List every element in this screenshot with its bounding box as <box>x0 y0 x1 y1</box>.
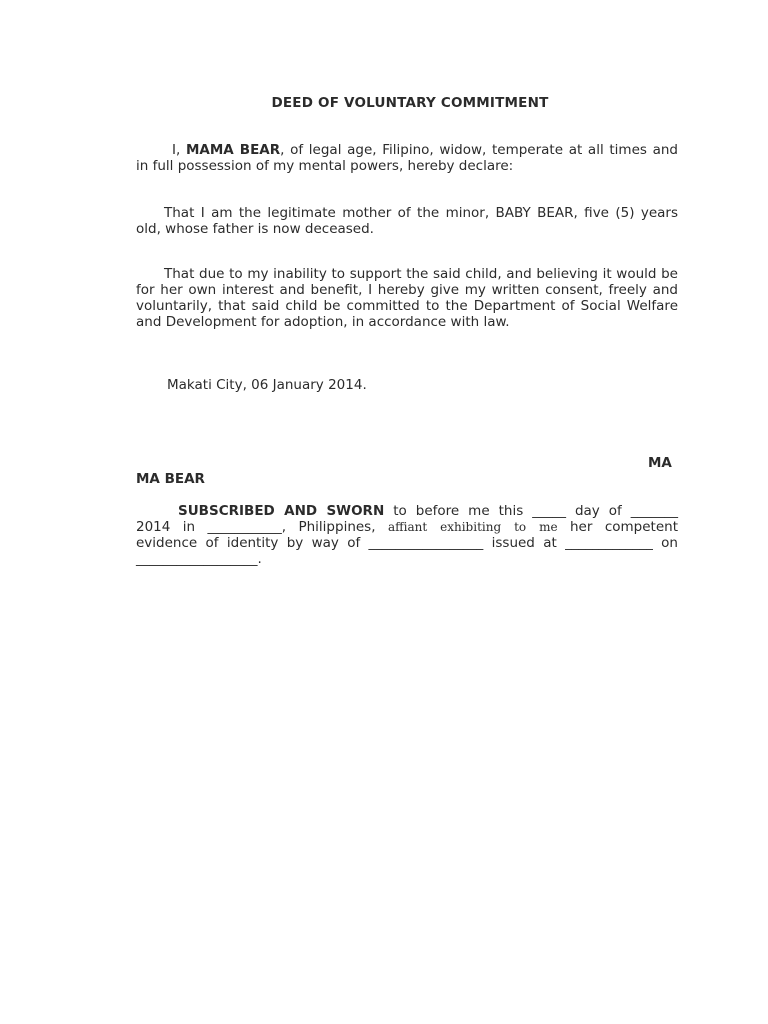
declarant-description: , of legal age, Filipino, widow, temperate at all times and in full possession of my mental powers, hereby declare: <box>136 142 678 174</box>
declarant-paragraph <box>136 142 678 174</box>
jurat-paragraph <box>136 503 678 567</box>
declarant-name: MAMA BEAR <box>185 142 281 158</box>
mother-statement-paragraph: That I am the legitimate mother of the minor, BABY BEAR, five (5) years old, whose father is now deceased. <box>136 205 678 237</box>
jurat-text-2: her competent evidence of identity by way of _________________ issued at _____________ on __________________. <box>136 519 678 567</box>
jurat-lead: SUBSCRIBED AND SWORN <box>178 503 385 519</box>
signature-name-part2: MA BEAR <box>136 471 205 487</box>
consent-paragraph: That due to my inability to support the said child, and believing it would be for her own interest and benefit, I hereby give my written consent, freely and voluntarily, that said child be committed to the Department of Social Welfare and Development for adoption, in accordance with law. <box>136 266 678 330</box>
jurat-serif-text: affiant exhibiting to me <box>387 520 558 534</box>
document-title: DEED OF VOLUNTARY COMMITMENT <box>271 95 549 111</box>
place-date: Makati City, 06 January 2014. <box>167 377 367 393</box>
signature-name-part1: MA <box>648 455 672 471</box>
declarant-lead: I, <box>172 142 186 158</box>
jurat-text-1: to before me this _____ day of _______ 2014 in ___________, Philippines, <box>136 503 678 535</box>
